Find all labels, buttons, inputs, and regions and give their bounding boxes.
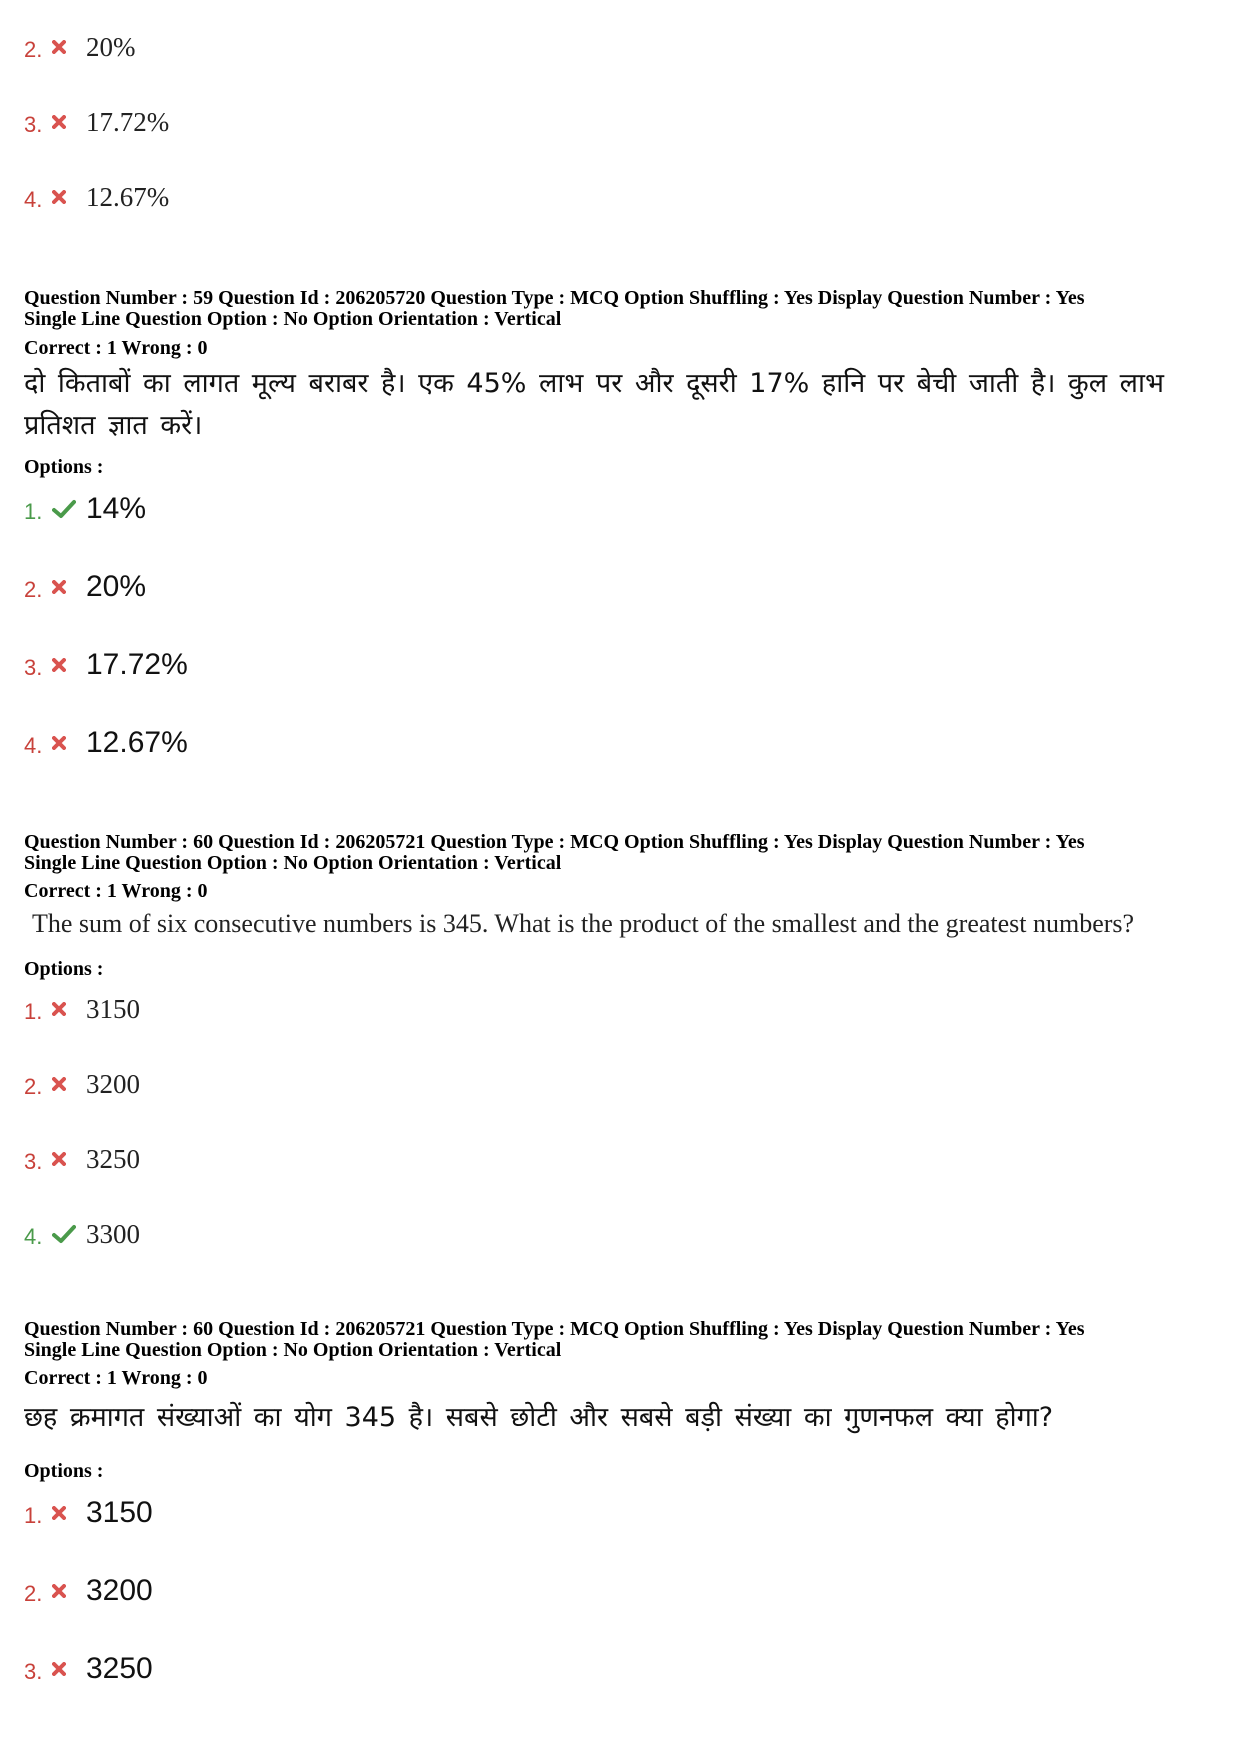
option-row [24,1488,153,1528]
option-value: 17.72% [86,107,170,137]
question-score: Correct : 1 Wrong : 0 [24,337,208,359]
option-value: 3250 [86,1144,140,1174]
option-value: 12.67% [86,726,188,759]
question-meta: Single Line Question Option : No Option Orientation : Vertical [24,308,562,330]
check-mark-icon [52,496,82,522]
option-row [24,1059,140,1099]
option-number: 3. [24,112,43,137]
option-number: 1. [24,499,43,524]
option-number: 4. [24,187,43,212]
option-number: 3. [24,655,43,680]
option-value: 20% [86,32,136,62]
option-number: 2. [24,1074,43,1099]
question-text: छह क्रमागत संख्याओं का योग 345 है। सबसे छोटी और सबसे बड़ी संख्या का गुणनफल क्या होगा? [24,1402,1054,1433]
option-value: 3150 [86,994,140,1024]
wrong-mark-icon [52,730,82,756]
wrong-mark-icon [52,1656,82,1682]
option-value: 3150 [86,1496,153,1529]
check-mark-icon [52,1221,82,1247]
options-label: Options : [24,1460,104,1482]
option-value: 3200 [86,1069,140,1099]
option-row [24,1566,153,1606]
question-meta: Question Number : 59 Question Id : 206205720 Question Type : MCQ Option Shuffling : Yes Display Question Number : Yes [24,287,1085,309]
option-value: 17.72% [86,648,188,681]
question-meta: Single Line Question Option : No Option Orientation : Vertical [24,852,562,874]
option-row [24,984,140,1024]
option-number: 4. [24,1224,43,1249]
option-row [24,1209,140,1249]
option-row [24,22,136,62]
wrong-mark-icon [52,1500,82,1526]
option-number: 2. [24,577,43,602]
option-value: 14% [86,492,147,525]
option-row [24,1134,140,1174]
options-label: Options : [24,958,104,980]
wrong-mark-icon [52,1071,82,1097]
option-row [24,97,169,137]
options-label: Options : [24,456,104,478]
question-meta: Question Number : 60 Question Id : 206205721 Question Type : MCQ Option Shuffling : Yes Display Question Number : Yes [24,831,1085,853]
option-row [24,484,146,524]
wrong-mark-icon [52,109,82,135]
option-row [24,718,188,758]
question-meta: Question Number : 60 Question Id : 206205721 Question Type : MCQ Option Shuffling : Yes Display Question Number : Yes [24,1318,1085,1340]
wrong-mark-icon [52,574,82,600]
option-row [24,172,169,212]
option-number: 1. [24,999,43,1024]
option-row [24,640,188,680]
option-value: 3250 [86,1652,153,1685]
option-number: 2. [24,1581,43,1606]
option-value: 3300 [86,1219,140,1249]
option-number: 1. [24,1503,43,1528]
option-value: 3200 [86,1574,153,1607]
question-score: Correct : 1 Wrong : 0 [24,1367,208,1389]
option-row [24,1644,153,1684]
option-value: 12.67% [86,182,170,212]
question-score: Correct : 1 Wrong : 0 [24,880,208,902]
option-number: 3. [24,1659,43,1684]
wrong-mark-icon [52,996,82,1022]
option-number: 4. [24,733,43,758]
wrong-mark-icon [52,652,82,678]
wrong-mark-icon [52,1578,82,1604]
question-text: दो किताबों का लागत मूल्य बराबर है। एक 45% लाभ पर और दूसरी 17% हानि पर बेची जाती है। कुल लाभ प्रतिशत ज्ञात करें। [24,368,1164,441]
wrong-mark-icon [52,34,82,60]
wrong-mark-icon [52,1146,82,1172]
option-value: 20% [86,570,147,603]
option-row [24,562,146,602]
question-text: The sum of six consecutive numbers is 345. What is the product of the smallest and the greatest numbers? [32,909,1135,938]
option-number: 3. [24,1149,43,1174]
option-number: 2. [24,37,43,62]
wrong-mark-icon [52,184,82,210]
question-meta: Single Line Question Option : No Option Orientation : Vertical [24,1339,562,1361]
